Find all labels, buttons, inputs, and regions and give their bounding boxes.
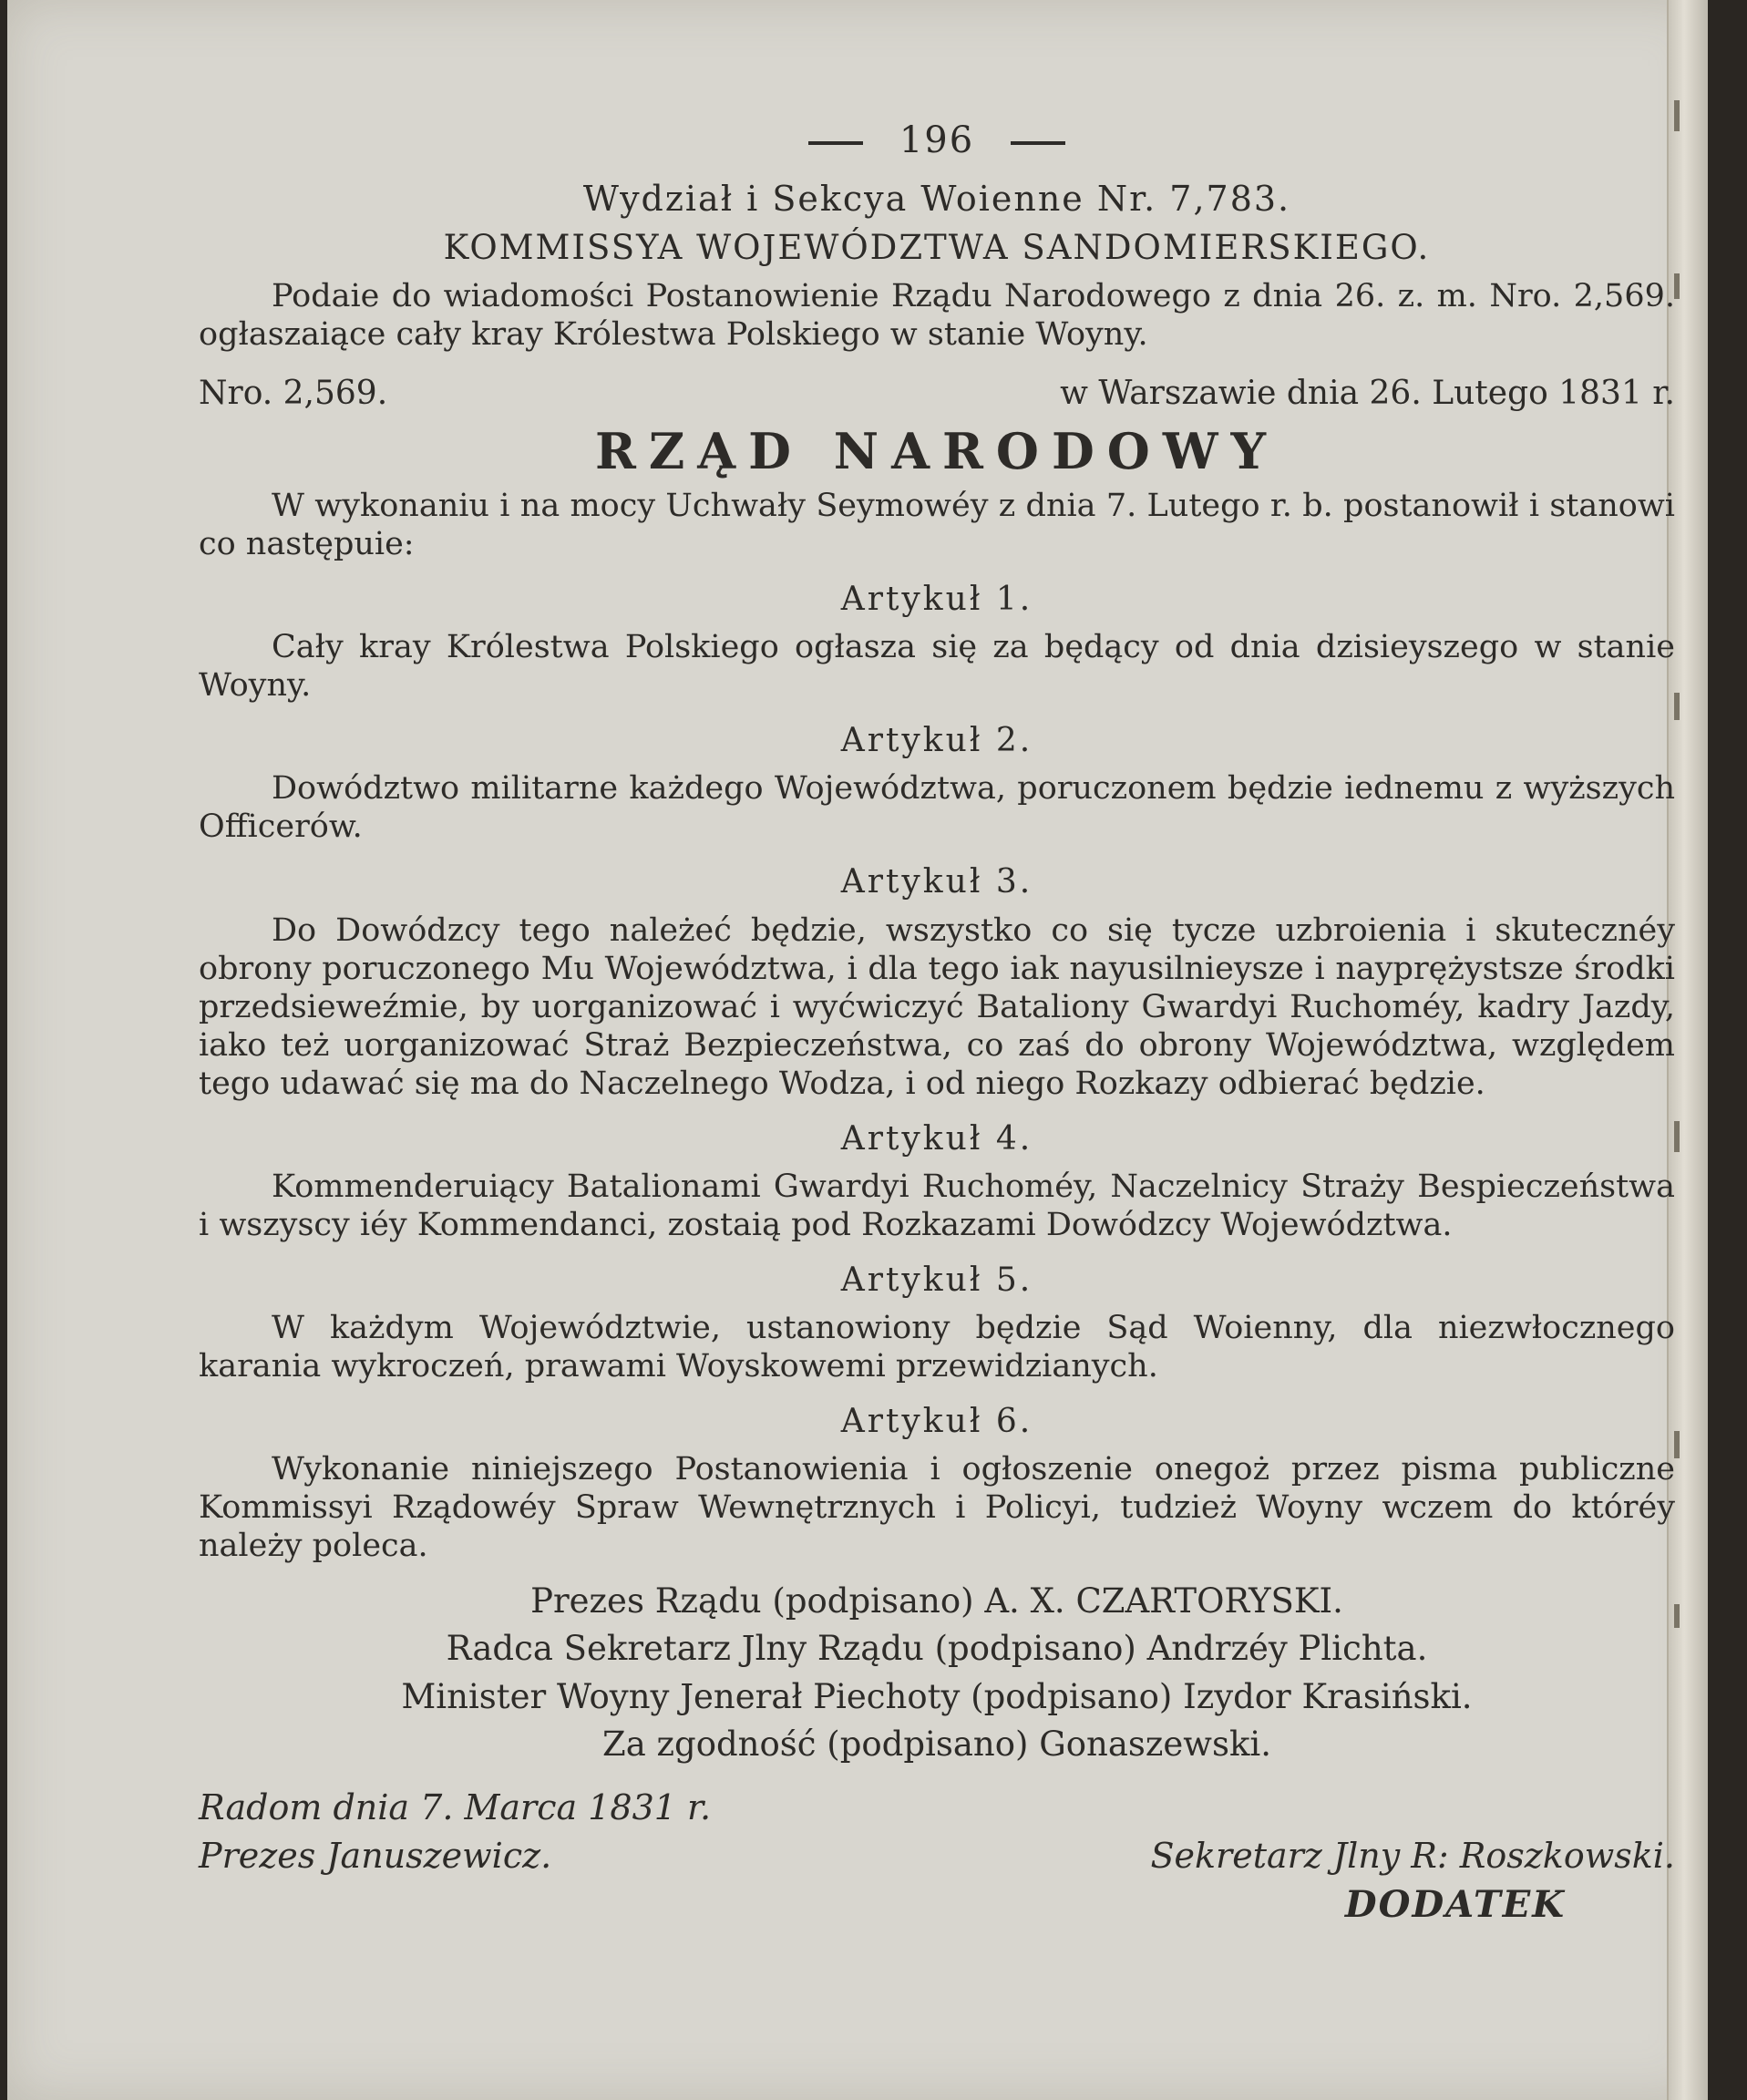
signature-minister: Minister Woyny Jenerał Piechoty (podpisano) Izydor Krasiński.	[401, 1676, 1473, 1716]
article-5	[199, 1261, 1675, 1385]
kommissya-title: KOMMISSYA WOJEWÓDZTWA SANDOMIERSKIEGO.	[443, 227, 1431, 267]
article-heading: Artykuł 5.	[840, 1261, 1033, 1299]
footer-sekretarz: Sekretarz Jlny R: Roszkowski.	[1150, 1836, 1675, 1877]
article-text: Cały kray Królestwa Polskiego ogłasza się za będący od dnia dzisieyszego w stanie Woyny.	[199, 629, 1675, 705]
nro-row	[199, 374, 1675, 413]
article-text: Do Dowódzcy tego należeć będzie, wszystko co się tycze uzbroienia i skutecznéy obrony poruczonego Mu Województwa, i dla tego iak nayusilnieysze i nayprężystsze środki przedsieweźmie, by uorganizować i wyćwiczyć Bataliony Gwardyi Ruchoméy, kadry Jazdy, iako też uorganizować Straż Bezpieczeństwa, co zaś do obrony Województwa, względem tego udawać się ma do Naczelnego Wodza, i od niego Rozkazy odbierać będzie.	[199, 911, 1675, 1102]
article-2	[199, 721, 1675, 846]
place-date-line: Radom dnia 7. Marca 1831 r.	[199, 1786, 712, 1827]
dash-left	[808, 141, 863, 145]
footer-signatures	[199, 1836, 1675, 1878]
catchword-dodatek: DODATEK	[1344, 1882, 1566, 1926]
article-text: W każdym Województwie, ustanowiony będzie Sąd Woienny, dla niezwłocznego karania wykroczeń, prawami Woyskowemi przewidzianych.	[199, 1309, 1675, 1385]
rzad-title: RZĄD NARODOWY	[594, 422, 1279, 481]
preamble: W wykonaniu i na mocy Uchwały Seymowéy z dnia 7. Lutego r. b. postanowił i stanowi co następuie:	[199, 487, 1675, 562]
article-text: Dowództwo militarne każdego Województwa, poruczonem będzie iednemu z wyższych Officerów.	[199, 770, 1675, 846]
page-number-row	[199, 118, 1675, 162]
dash-right	[1011, 141, 1065, 145]
article-heading: Artykuł 2.	[840, 722, 1033, 760]
intro-paragraph: Podaie do wiadomości Postanowienie Rządu Narodowego z dnia 26. z. m. Nro. 2,569. ogłaszaiące cały kray Królestwa Polskiego w stanie Woyny.	[199, 277, 1675, 353]
nro-place-date: w Warszawie dnia 26. Lutego 1831 r.	[1060, 374, 1675, 412]
sekcya-line: Wydział i Sekcya Woienne Nr. 7,783.	[582, 179, 1291, 219]
signature-zgodnosc: Za zgodność (podpisano) Gonaszewski.	[602, 1724, 1271, 1765]
article-1	[199, 580, 1675, 705]
article-text: Kommenderuiący Batalionami Gwardyi Ruchoméy, Naczelnicy Straży Bespieczeństwa i wszyscy iéy Kommendanci, zostaią pod Rozkazami Dowódzcy Województwa.	[199, 1168, 1675, 1243]
document-text	[199, 118, 1675, 1927]
footer-prezes: Prezes Januszewicz.	[199, 1836, 552, 1877]
signature-prezes: Prezes Rządu (podpisano) A. X. CZARTORYSKI.	[530, 1581, 1343, 1621]
article-4	[199, 1119, 1675, 1244]
article-text: Wykonanie niniejszego Postanowienia i ogłoszenie onegoż przez pisma publiczne Kommissyi Rządowéy Spraw Wewnętrznych i Policyi, tudzież Woyny wczem do któréy należy poleca.	[199, 1451, 1675, 1565]
nro-number: Nro. 2,569.	[199, 374, 388, 412]
signature-radca: Radca Sekretarz Jlny Rządu (podpisano) Andrzéy Plichta.	[446, 1629, 1428, 1669]
article-3	[199, 862, 1675, 1102]
page-number: 196	[899, 119, 975, 161]
document-page	[7, 0, 1708, 2100]
article-heading: Artykuł 3.	[840, 863, 1033, 901]
article-heading: Artykuł 6.	[840, 1402, 1033, 1440]
article-heading: Artykuł 4.	[840, 1119, 1033, 1158]
article-6	[199, 1402, 1675, 1565]
article-heading: Artykuł 1.	[840, 580, 1033, 618]
